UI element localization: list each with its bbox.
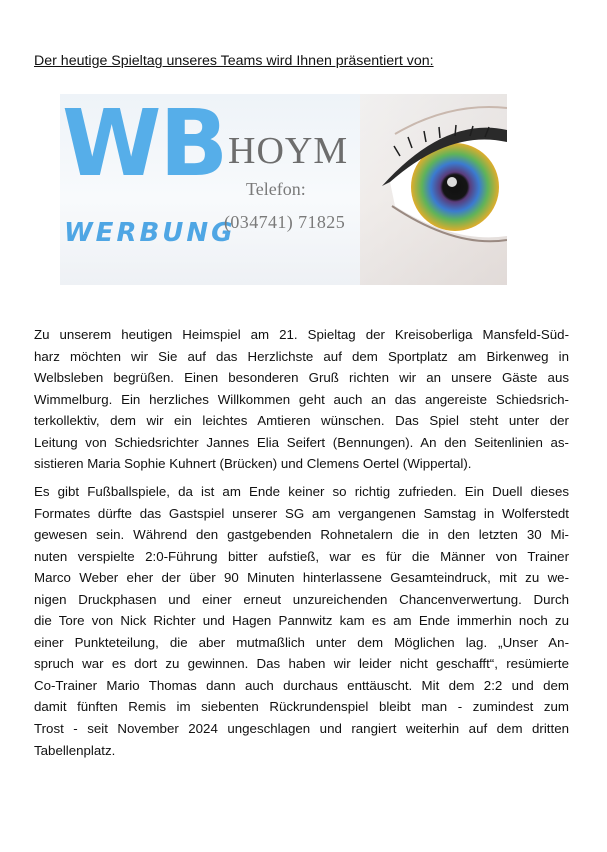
text-line: sistieren Maria Sophie Kuhnert (Brücken) und Clemens Oertel (Wippertal). bbox=[34, 456, 472, 472]
text-line: Welbsleben begrüßen. Einen besonderen Gruß richten wir an unsere Gäste aus bbox=[34, 370, 569, 386]
sponsor-heading: Der heutige Spieltag unseres Teams wird Ihnen präsentiert von: bbox=[34, 53, 434, 69]
text-line: nuten verspielte 2:0-Führung bitter aufstieß, war es für die Männer von Trainer bbox=[34, 548, 569, 564]
logo-werbung-word: WERBUNG bbox=[64, 218, 236, 248]
text-line: Marco Weber eher der über 90 Minuten hinterlassene Gesamteindruck, mit zu we- bbox=[34, 570, 569, 586]
article-paragraph-1 bbox=[34, 324, 569, 475]
text-line: Tabellenplatz. bbox=[34, 742, 116, 758]
text-line: harz möchten wir Sie auf das Herzlichste auf dem Sportplatz am Birkenweg in bbox=[34, 348, 569, 364]
phone-number: (034741) 71825 bbox=[224, 212, 346, 232]
text-line: Co-Trainer Mario Thomas dann auch durchaus enttäuscht. Mit dem 2:2 und dem bbox=[34, 677, 569, 693]
text-line: Formates dürfte das Gastspiel unserer SG am vergangenen Samstag in Wolferstedt bbox=[34, 505, 569, 521]
text-line: Wimmelburg. Ein herzliches Willkommen geht auch an das angereiste Schiedsrich- bbox=[34, 391, 569, 407]
text-line: die Tore von Nick Richter und Hagen Pannwitz kam es am Ende immerhin noch zu bbox=[34, 613, 569, 629]
logo-wb-letters: WB bbox=[62, 94, 227, 197]
text-line: gewesen sein. Während den gastgebenden Rohnetalern die in den letzten 30 Mi- bbox=[34, 527, 569, 543]
phone-label: Telefon: bbox=[246, 179, 306, 199]
text-line: nigen Druckphasen und einer erneut unzureichenden Chancenverwertung. Durch bbox=[34, 591, 569, 607]
text-line: einer Punkteteilung, die aber mutmaßlich unter dem Möglichen lag. „Unser An- bbox=[34, 634, 569, 650]
text-line: terkollektiv, dem wir ein leichtes Amtieren wünschen. Das Spiel steht unter der bbox=[34, 413, 569, 429]
text-line: Leitung von Schiedsrichter Jannes Elia Seifert (Bennungen). An den Seitenlinien as- bbox=[34, 434, 569, 450]
sponsor-banner bbox=[60, 94, 507, 285]
text-line: spruch war es dort zu gewinnen. Das haben wir leider nicht geschafft“, resümierte bbox=[34, 656, 569, 672]
text-line: damit fünften Remis im siebenten Rückrundenspiel bleibt man - zumindest zum bbox=[34, 699, 569, 715]
text-line: Es gibt Fußballspiele, da ist am Ende keiner so richtig zufrieden. Ein Duell dieses bbox=[34, 484, 569, 499]
sponsor-city: HOYM bbox=[228, 130, 349, 172]
text-line: Zu unserem heutigen Heimspiel am 21. Spieltag der Kreisoberliga Mansfeld-Süd- bbox=[34, 327, 569, 342]
article-paragraph-2 bbox=[34, 481, 569, 761]
text-line: Trost - seit November 2024 ungeschlagen und rangiert weiterhin auf dem dritten bbox=[34, 721, 569, 737]
